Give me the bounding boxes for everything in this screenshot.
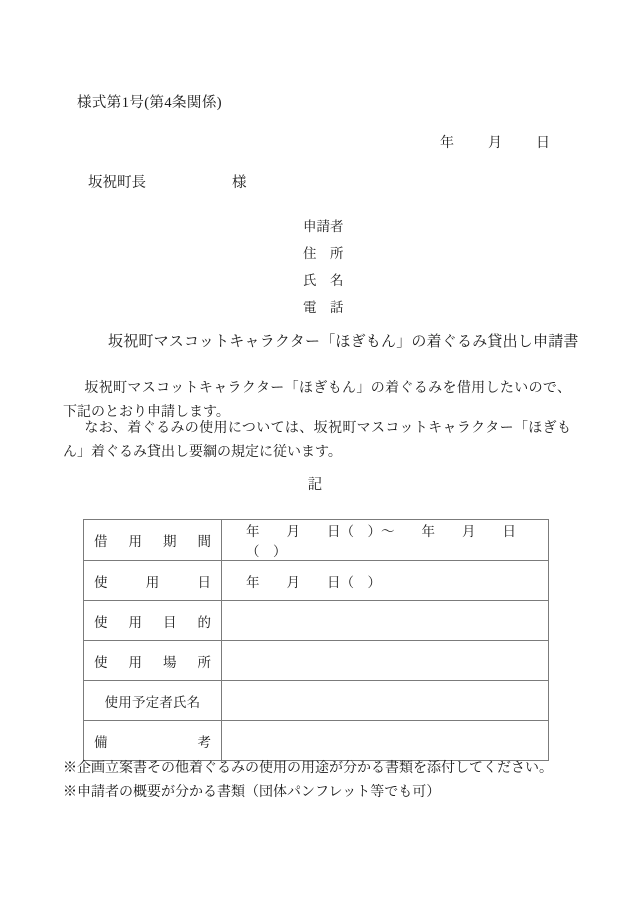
date-line [440,137,550,151]
table-row-label-cell [84,520,222,561]
label-remarks: 備考 [94,734,211,750]
table-row-value-cell[interactable] [222,561,549,601]
label-use-date: 使用日 [94,574,211,590]
addressee-honorific: 様 [232,175,247,191]
footer-note-2: ※申請者の概要が分かる書類（団体パンフレット等でも可） [63,785,441,800]
table-row-label-cell [84,641,222,681]
date-month-label: 月 [488,136,502,151]
date-year-label: 年 [440,136,454,151]
table-row [84,721,549,761]
value-borrow-period: 年 月 日（ ）～ 年 月 日（ ） [246,524,516,559]
table-row [84,520,549,561]
applicant-phone-label: 電 話 [303,300,344,315]
label-scheduled-user-name: 使用予定者氏名 [104,694,201,710]
label-use-purpose: 使用目的 [94,614,211,630]
addressee-name: 坂祝町長 [88,175,146,191]
table-row [84,601,549,641]
applicant-name-label: 氏 名 [303,273,344,288]
body-paragraph-1-text: 坂祝町マスコットキャラクター「ほぎもん」の着ぐるみを借用したいので、下記のとおり申請します。 [63,381,571,420]
value-use-date: 年 月 日（ ） [246,574,381,590]
table-row [84,681,549,721]
table-row-value-cell[interactable] [222,681,549,721]
table-row-value-cell[interactable] [222,520,549,561]
ki-marker: 記 [307,477,323,493]
footer-note-1: ※企画立案書その他着ぐるみの使用の用途が分かる書類を添付してください。 [63,761,553,776]
applicant-block [303,215,344,316]
table-row [84,561,549,601]
applicant-address-label: 住 所 [303,246,344,261]
table-row-label-cell [84,681,222,721]
table-row-value-cell[interactable] [222,601,549,641]
table-row-value-cell[interactable] [222,721,549,761]
date-day-label: 日 [536,136,550,151]
body-paragraph-2-text: なお、着ぐるみの使用については、坂祝町マスコットキャラクター「ほぎもん」着ぐるみ貸出し要綱の規定に従います。 [63,421,571,460]
footer-notes [63,757,553,805]
table-row [84,641,549,681]
body-paragraph-2 [63,417,571,465]
label-use-place: 使用場所 [94,654,211,670]
table-row-value-cell[interactable] [222,641,549,681]
form-number: 様式第1号(第4条関係) [77,95,222,111]
addressee-line [88,176,247,191]
application-detail-table [83,519,549,761]
table-row-label-cell [84,721,222,761]
applicant-heading: 申請者 [303,219,344,234]
label-borrow-period: 借用期間 [94,534,211,549]
table-row-label-cell [84,561,222,601]
table-row-label-cell [84,601,222,641]
document-title: 坂祝町マスコットキャラクター「ほぎもん」の着ぐるみ貸出し申請書 [108,334,579,350]
